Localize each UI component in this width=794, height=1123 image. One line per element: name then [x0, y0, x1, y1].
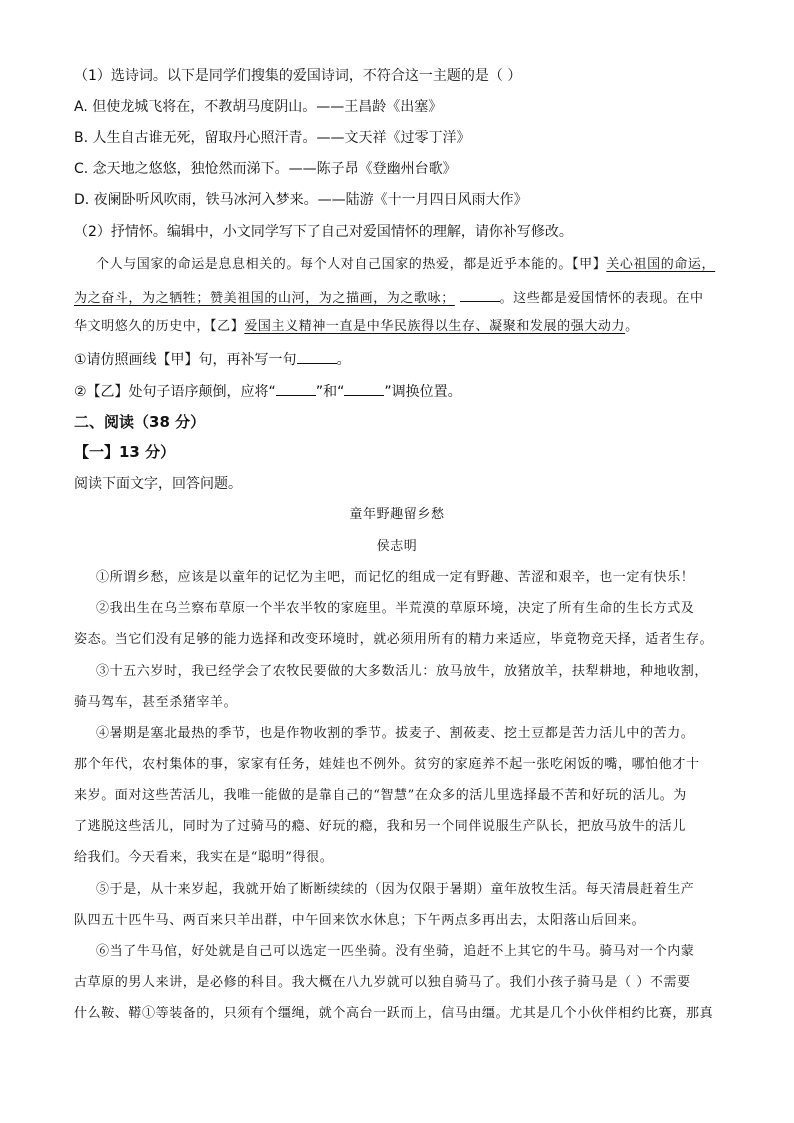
q1-option-a: A. 但使龙城飞将在，不教胡马度阴山。——王昌龄《出塞》 [74, 99, 443, 115]
reading-instruction: 阅读下面文字，回答问题。 [74, 476, 242, 492]
fill-blank-jia[interactable] [460, 287, 500, 302]
essay-paragraph-5-line: 队四五十匹牛马、两百来只羊出群，中午回来饮水休息；下午两点多再出去，太阳落山后回来。 [74, 913, 646, 928]
q2-passage-text: 个人与国家的命运是息息相关的。每个人对自己国家的热爱，都是近乎本能的。【甲】 [96, 257, 607, 272]
essay-paragraph-4-line: 那个年代，农村集体的事，家家有任务，娃娃也不例外。贫穷的家庭养不起一张吃闲饭的嘴，哪怕他才十 [74, 757, 700, 772]
essay-paragraph-5-line: ⑤于是，从十来岁起，我就开始了断断续续的（因为仅限于暑期）童年放牧生活。每天清晨赶着生产 [96, 882, 695, 897]
essay-author: 侯志明 [376, 539, 418, 554]
q1-stem: （1）选诗词。以下是同学们搜集的爱国诗词，不符合这一主题的是（ ） [74, 68, 522, 84]
q2-passage-text: 。 [625, 319, 639, 334]
underline-yi: 爱国主义精神一直是中华民族得以生存、凝聚和发展的强大动力 [244, 319, 626, 334]
q2-passage-line-1 [96, 255, 715, 275]
essay-paragraph-6-line: 古草原的男人来讲，是必修的科目。我大概在八九岁就可以独自骑马了。我们小孩子骑马是（ ）不需要 [74, 975, 691, 990]
underline-jia-cont: 为之奋斗，为之牺牲；赞美祖国的山河，为之描画，为之歌咏； [74, 291, 455, 306]
essay-paragraph-3-line: ③十五六岁时，我已经学会了农牧民要做的大多数活儿：放马放牛，放猪放羊，扶犁耕地，种地收割， [96, 664, 709, 679]
essay-paragraph-2-line: ②我出生在乌兰察布草原一个半农半牧的家庭里。半荒漠的草原环境，决定了所有生命的生长方式及 [96, 601, 695, 616]
essay-paragraph-3-line: 骑马驾车，甚至杀猪宰羊。 [74, 695, 238, 710]
essay-paragraph-1: ①所谓乡愁，应该是以童年的记忆为主吧，而记忆的组成一定有野趣、苦涩和艰辛，也一定有快乐！ [96, 570, 695, 585]
section-heading: 二、阅读（38 分） [74, 413, 206, 431]
essay-paragraph-6-line: 什么鞍、鞯①等装备的，只须有个缰绳，就个高台一跃而上，信马由缰。尤其是几个小伙伴相约比赛，那真 [74, 1006, 714, 1021]
q2-passage-line-2 [74, 287, 704, 309]
fill-blank-sub1[interactable] [297, 349, 337, 364]
essay-paragraph-2-line: 姿态。当它们没有足够的能力选择和改变环境时，就必须用所有的精力来适应，毕竟物竞天择，适者生存。 [74, 632, 714, 647]
essay-paragraph-4-line: ④暑期是塞北最热的季节，也是作物收割的季节。拔麦子、割莜麦、挖土豆都是苦力活儿中的苦力。 [96, 726, 695, 741]
essay-paragraph-4-line: 给我们。今天看来，我实在是“聪明”得很。 [74, 850, 334, 865]
q2-passage-line-3 [74, 317, 639, 337]
q2-sub2-text: ②【乙】处句子语序颠倒，应将“ [74, 384, 276, 400]
q2-sub2-mid: ”和“ [315, 384, 345, 400]
q2-sub1-end: 。 [336, 352, 351, 368]
q2-stem: （2）抒情怀。编辑中，小文同学写下了自己对爱国情怀的理解，请你补写修改。 [74, 224, 573, 240]
part-heading: 【一】13 分） [74, 443, 176, 461]
q2-sub2 [74, 381, 462, 402]
q1-option-c: C. 念天地之悠悠，独怆然而涕下。——陈子昂《登幽州台歌》 [74, 161, 457, 177]
q2-sub2-end: ”调换位置。 [384, 384, 462, 400]
q2-passage-text: 。这些都是爱国情怀的表现。在中 [499, 291, 704, 306]
fill-blank-sub2-second[interactable] [344, 381, 384, 396]
fill-blank-sub2-first[interactable] [276, 381, 316, 396]
q2-passage-text: 华文明悠久的历史中，【乙】 [74, 319, 245, 334]
q1-option-d: D. 夜阑卧听风吹雨，铁马冰河入梦来。——陆游《十一月四日风雨大作》 [74, 192, 528, 208]
q2-sub1 [74, 349, 351, 370]
essay-paragraph-4-line: 来岁。面对这些苦活儿，我唯一能做的是靠自己的“智慧”在众多的活儿里选择最不苦和好玩的活儿。为 [74, 788, 687, 803]
essay-paragraph-6-line: ⑥当了牛马倌，好处就是自己可以选定一匹坐骑。没有坐骑，追赶不上其它的牛马。骑马对一个内蒙 [96, 944, 695, 959]
q2-sub1-text: ①请仿照画线【甲】句，再补写一句 [74, 352, 297, 368]
essay-paragraph-4-line: 了逃脱这些活儿，同时为了过骑马的瘾、好玩的瘾，我和另一个同伴说服生产队长，把放马放牛的活儿 [74, 819, 687, 834]
essay-title: 童年野趣留乡愁 [349, 507, 445, 522]
underline-jia: 关心祖国的命运， [606, 257, 716, 272]
q1-option-b: B. 人生自古谁无死，留取丹心照汗青。——文天祥《过零丁洋》 [74, 130, 471, 146]
